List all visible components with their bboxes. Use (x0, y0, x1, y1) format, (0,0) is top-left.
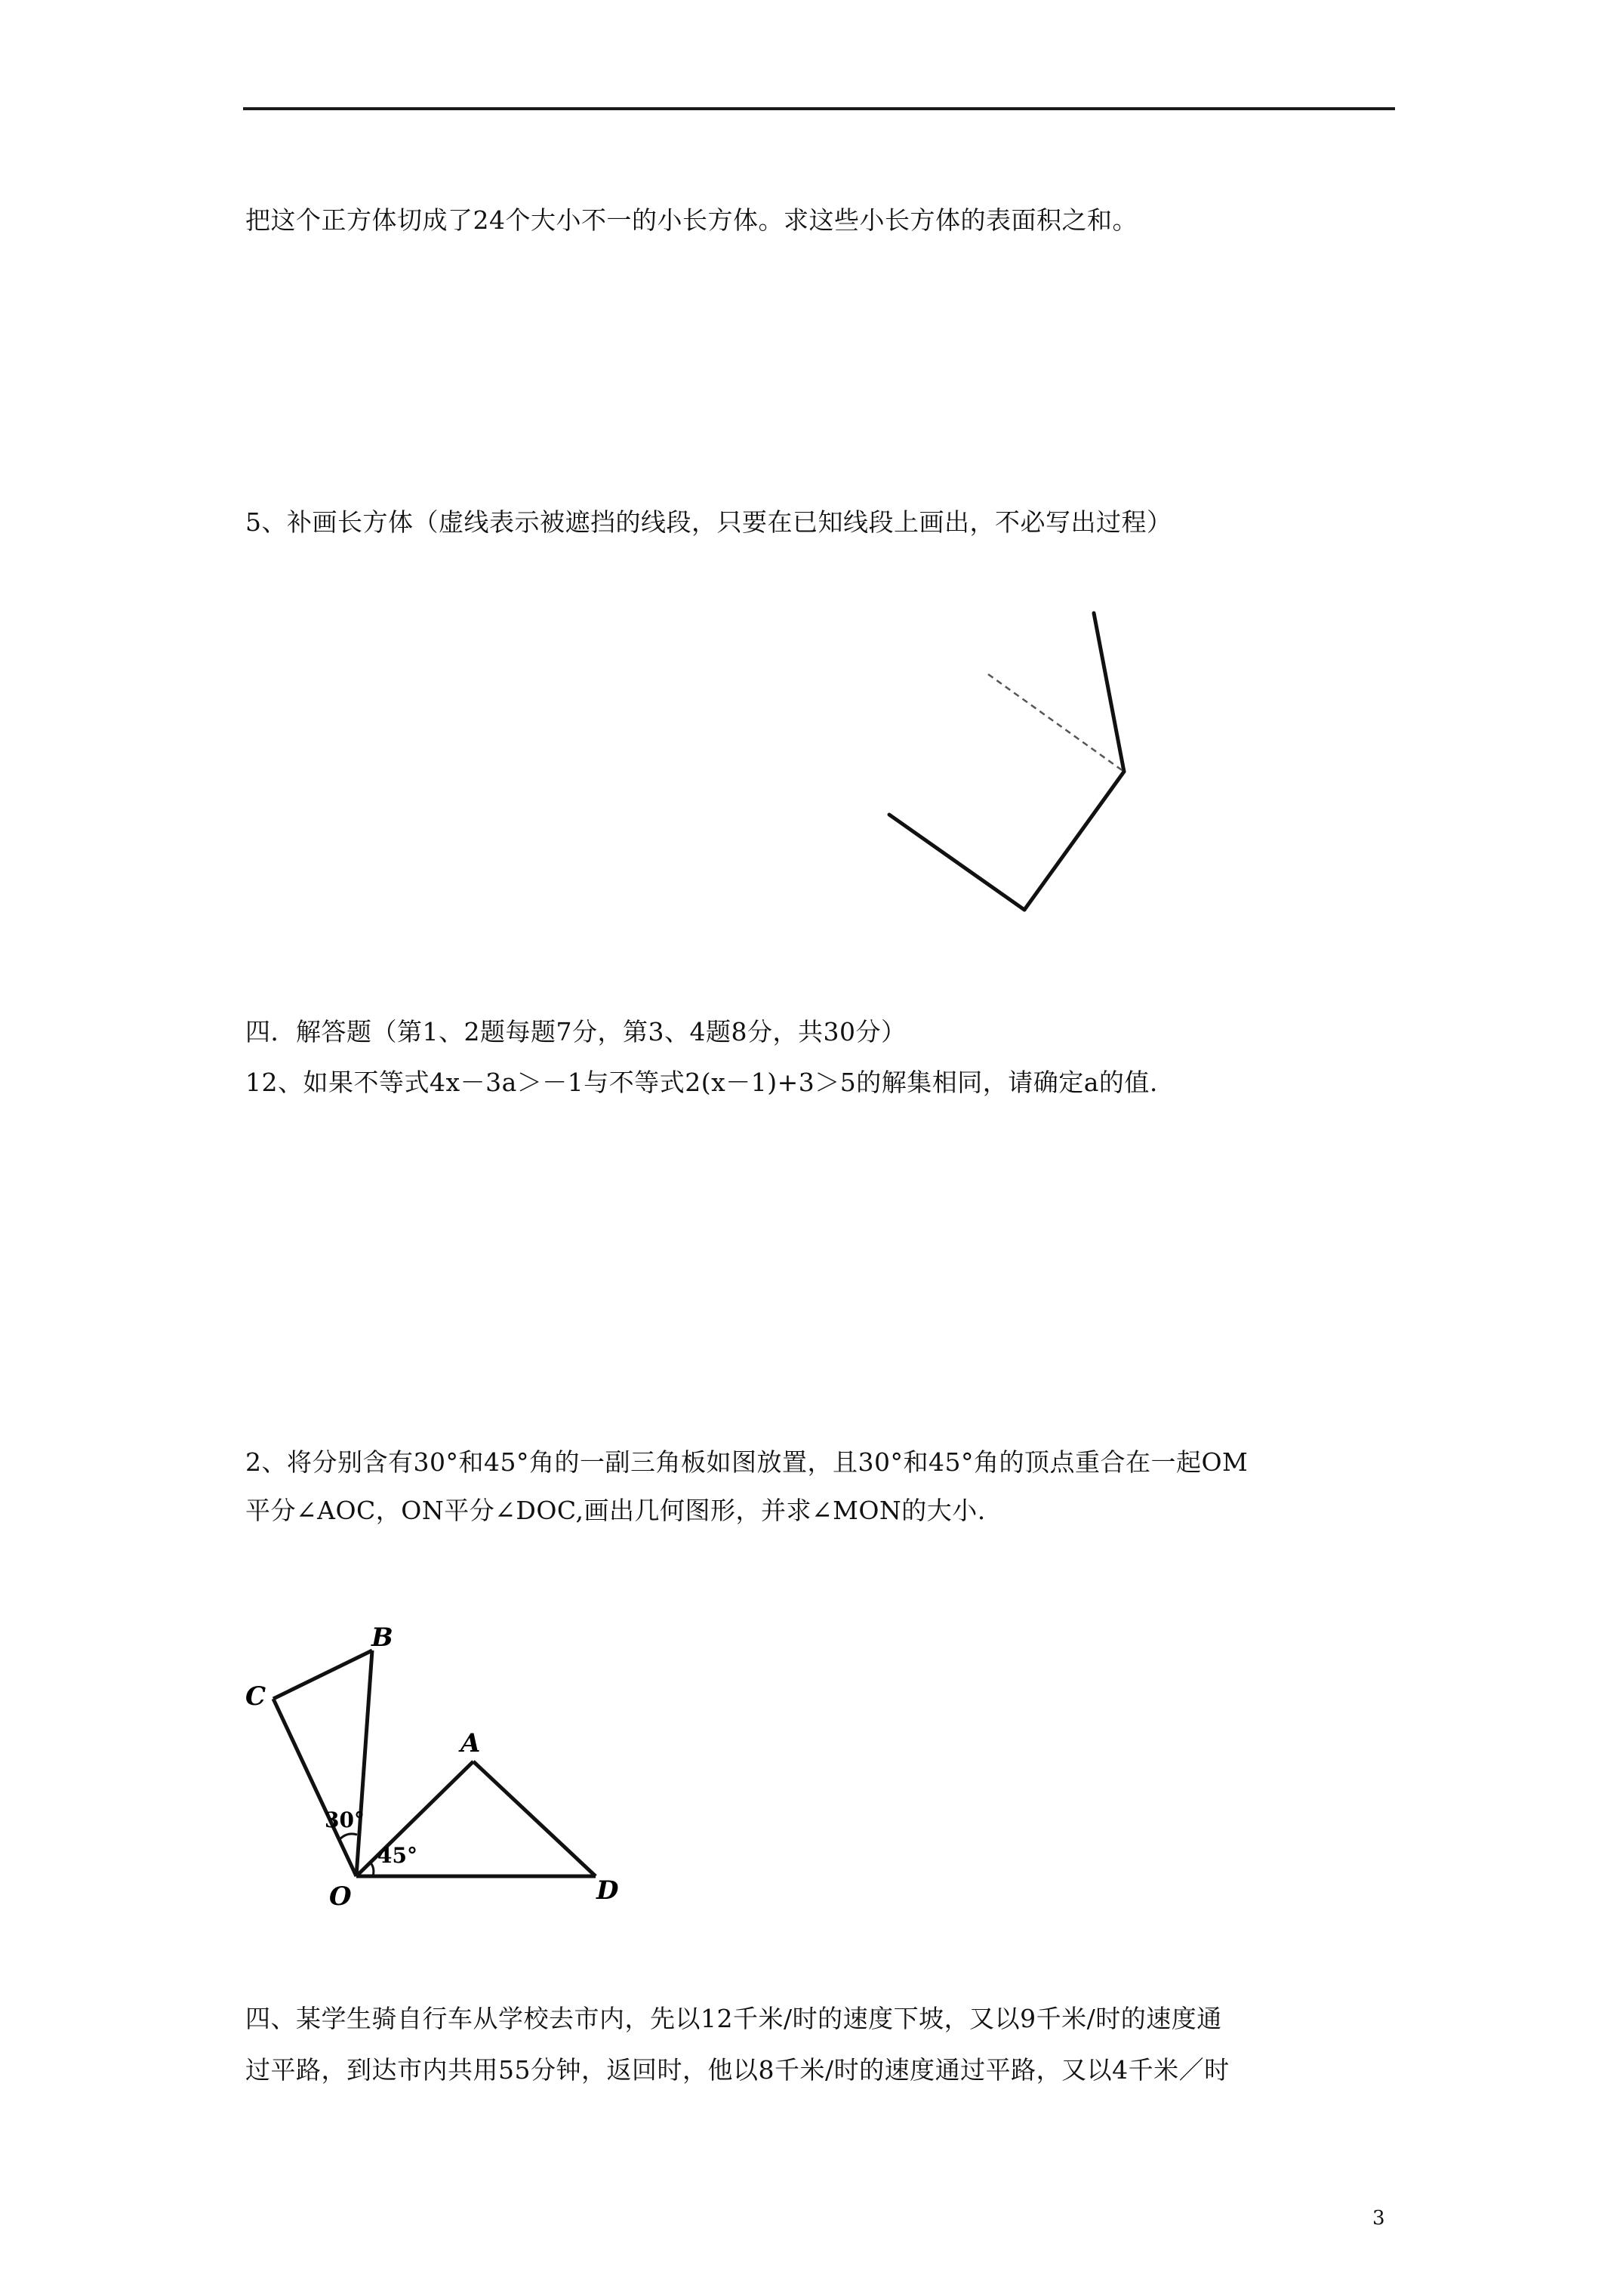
header-rule (243, 107, 1395, 110)
cuboid-hidden-edge (988, 674, 1124, 772)
question-12: 12、如果不等式4x－3a＞－1与不等式2(x－1)+3＞5的解集相同，请确定a的值. (245, 1068, 1158, 1097)
cuboid-edge-left (889, 815, 1024, 910)
label-angle-30: 30° (325, 1808, 365, 1832)
question-4-line-1: 四、某学生骑自行车从学校去市内，先以12千米/时的速度下坡，又以9千米/时的速度通 (245, 2004, 1222, 2033)
question-2-line-1: 2、将分别含有30°和45°角的一副三角板如图放置，且30°和45°角的顶点重合在一起OM (245, 1447, 1249, 1477)
label-C: C (245, 1681, 266, 1712)
cuboid-edge-top-right (1094, 613, 1124, 772)
triangle-plates-figure (234, 1616, 642, 1918)
page-number: 3 (1372, 2207, 1385, 2230)
label-D: D (596, 1875, 619, 1906)
section-4-heading: 四．解答题（第1、2题每题7分，第3、4题8分，共30分） (245, 1017, 907, 1046)
question-4-line-2: 过平路，到达市内共用55分钟，返回时，他以8千米/时的速度通过平路，又以4千米／时 (245, 2055, 1230, 2085)
cuboid-edge-right (1024, 772, 1124, 910)
question-2-line-2: 平分∠AOC，ON平分∠DOC,画出几何图形，并求∠MON的大小. (245, 1496, 986, 1525)
question-4-continuation: 把这个正方体切成了24个大小不一的小长方体。求这些小长方体的表面积之和。 (245, 205, 1138, 235)
question-5-prompt: 5、补画长方体（虚线表示被遮挡的线段，只要在已知线段上画出，不必写出过程） (245, 507, 1172, 537)
label-A: A (460, 1728, 481, 1758)
label-angle-45: 45° (377, 1843, 417, 1868)
cuboid-partial-figure (876, 604, 1147, 921)
label-O: O (329, 1881, 352, 1912)
triangle-30-plate (273, 1650, 372, 1876)
label-B: B (371, 1623, 393, 1653)
